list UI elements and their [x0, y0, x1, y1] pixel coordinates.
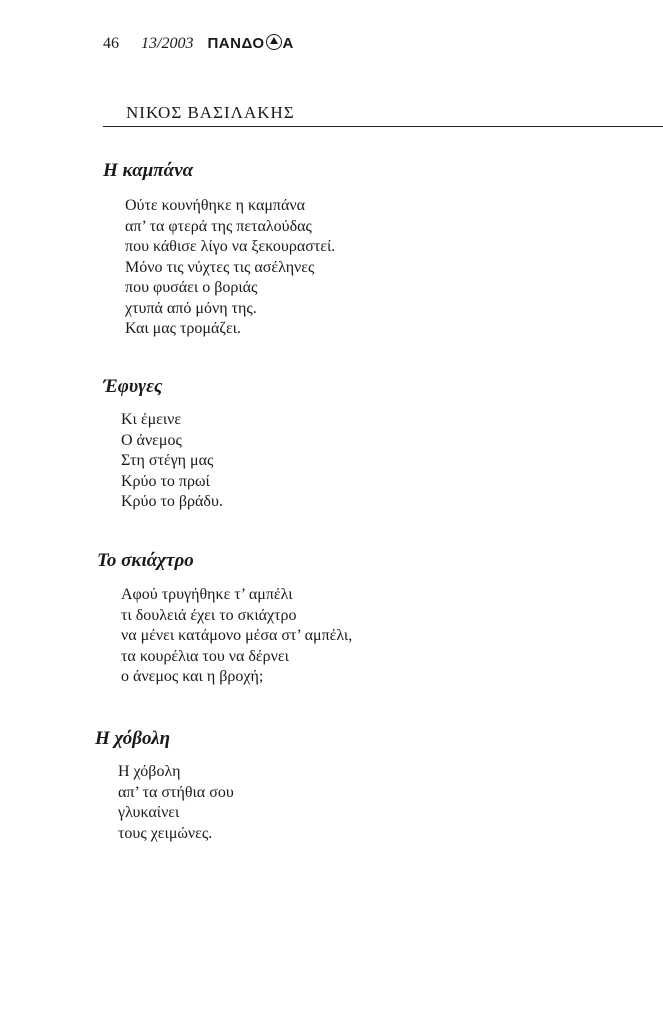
poem-title: Η χόβολη [95, 728, 171, 749]
sailboat-icon [266, 34, 282, 50]
poem-line: γλυκαίνει [118, 804, 180, 821]
poem-line: Ούτε κουνήθηκε η καμπάνα [125, 197, 305, 214]
poem-line: Κι έμεινε [121, 411, 182, 428]
poem-line: να μένει κατάμονο μέσα στ’ αμπέλι, [121, 627, 353, 644]
poem-line: που κάθισε λίγο να ξεκουραστεί. [125, 238, 336, 255]
poem-title: Η καμπάνα [103, 160, 194, 181]
poem [95, 728, 234, 844]
page-number: 46 [103, 35, 119, 52]
poem-line: Κρύο το βράδυ. [121, 493, 223, 510]
poem-line: Κρύο το πρωί [121, 472, 210, 490]
journal-name-left: ΠΑΝΔΟ [207, 35, 265, 52]
author-name: ΝΙΚΟΣ ΒΑΣΙΛΑΚΗΣ [126, 103, 295, 122]
poem [103, 160, 335, 340]
poem-title: Έφυγες [103, 376, 163, 397]
poem-line: απ’ τα φτερά της πεταλούδας [125, 217, 312, 235]
poem-line: Μόνο τις νύχτες τις ασέληνες [125, 258, 315, 276]
poem-line: τους χειμώνες. [118, 824, 213, 842]
running-header [103, 34, 294, 53]
poem-title: Το σκιάχτρο [97, 550, 194, 571]
poem-line: Και μας τρομάζει. [125, 320, 241, 337]
poem-line: Στη στέγη μας [121, 452, 214, 469]
journal-logo [207, 34, 293, 52]
poem-line: απ’ τα στήθια σου [118, 783, 234, 801]
poem-line: που φυσάει ο βοριάς [125, 279, 258, 296]
poem-line: ο άνεμος και η βροχή; [121, 668, 264, 685]
poem [103, 376, 223, 513]
poem-line: Ο άνεμος [121, 431, 182, 449]
poem-body [118, 762, 234, 844]
poem-line: χτυπά από μόνη της. [125, 299, 257, 317]
poem-body [121, 585, 352, 688]
poem-body [125, 196, 335, 340]
poem-line: Η χόβολη [118, 763, 181, 780]
poem [97, 550, 352, 688]
poem-line: τι δουλειά έχει το σκιάχτρο [121, 606, 297, 624]
poem-body [121, 410, 223, 513]
header-rule [103, 126, 663, 127]
journal-name-right: Α [282, 35, 294, 52]
poem-line: Αφού τρυγήθηκε τ’ αμπέλι [121, 586, 293, 603]
poem-line: τα κουρέλια του να δέρνει [121, 647, 289, 665]
issue-number: 13/2003 [141, 35, 194, 52]
